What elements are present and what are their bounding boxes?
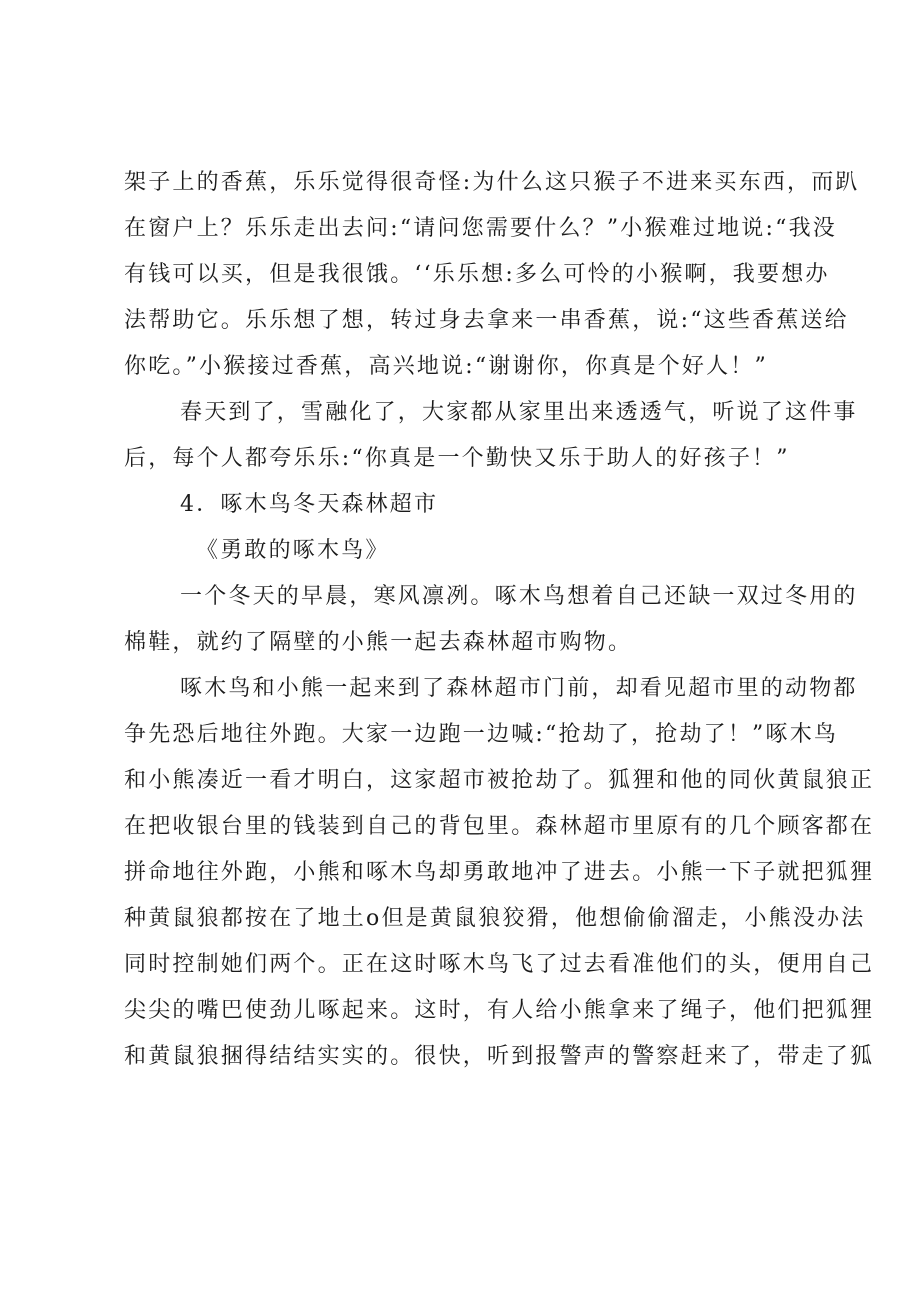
text-line: 你吃。”小猴接过香蕉，高兴地说:“谢谢你，你真是个好人！” [124,354,768,379]
paragraph-start-line: 啄木鸟和小熊一起来到了森林超市门前，却看见超市里的动物都 [180,676,858,701]
text-line: 法帮助它。乐乐想了想，转过身去拿来一串香蕉，说:“这些香蕉送给 [124,308,849,333]
text-line: 拼命地往外跑，小熊和啄木鸟却勇敢地冲了进去。小熊一下子就把狐狸 [124,860,875,885]
text-line: 同时控制她们两个。正在这时啄木鸟飞了过去看准他们的头，便用自己 [124,952,875,977]
section-heading: 4．啄木鸟冬天森林超市 [180,492,439,517]
paragraph-start-line: 一个冬天的早晨，寒风凛冽。啄木鸟想着自己还缺一双过冬用的 [180,584,858,609]
text-line: 架子上的香蕉，乐乐觉得很奇怪:为什么这只猴子不进来买东西，而趴 [124,170,860,195]
text-line: 和黄鼠狼捆得结结实实的。很快，听到报警声的警察赶来了，带走了狐 [124,1044,875,1069]
text-line: 后，每个人都夸乐乐:“你真是一个勤快又乐于助人的好孩子！” [124,446,790,471]
text-line: 在窗户上？乐乐走出去问:“请问您需要什么？”小猴难过地说:“我没 [124,216,837,241]
story-text-body [124,160,875,1080]
text-line: 尖尖的嘴巴使劲儿啄起来。这时，有人给小熊拿来了绳子，他们把狐狸 [124,998,875,1023]
text-line: 有钱可以买，但是我很饿。‘‘乐乐想:多么可怜的小猴啊，我要想办 [124,262,830,287]
text-line: 和小熊凑近一看才明白，这家超市被抢劫了。狐狸和他的同伙黄鼠狼正 [124,768,875,793]
paragraph-start-line: 春天到了，雪融化了，大家都从家里出来透透气，听说了这件事 [180,400,858,425]
text-line: 种黄鼠狼都按在了地土o但是黄鼠狼狡猾，他想偷偷溜走，小熊没办法 [124,906,866,931]
text-line: 争先恐后地往外跑。大家一边跑一边喊:“抢劫了，抢劫了！”啄木鸟 [124,722,839,747]
text-line: 棉鞋，就约了隔壁的小熊一起去森林超市购物。 [124,630,633,655]
text-line: 在把收银台里的钱装到自己的背包里。森林超市里原有的几个顾客都在 [124,814,875,839]
story-title: 《勇敢的啄木鸟》 [196,538,390,563]
